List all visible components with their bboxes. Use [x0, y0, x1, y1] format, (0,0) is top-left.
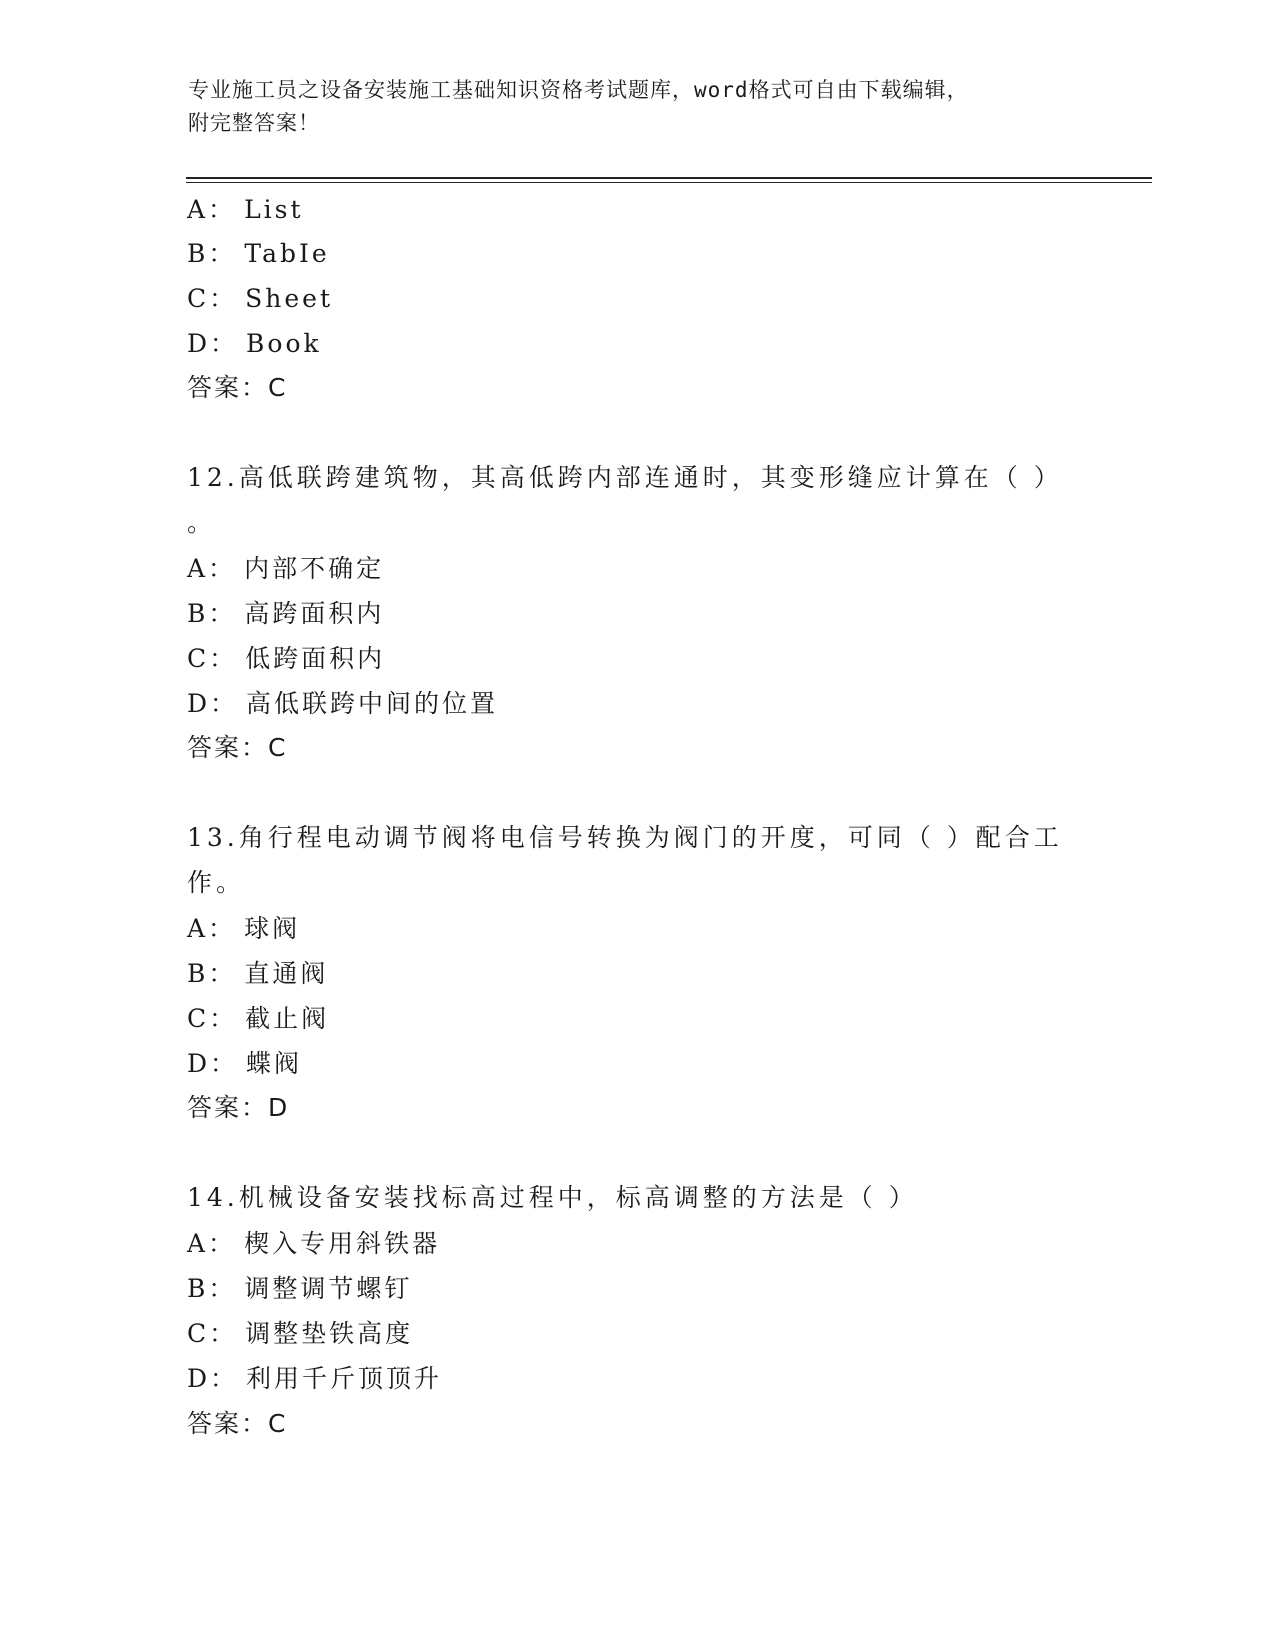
header-line-2: 附完整答案！	[188, 111, 320, 135]
option-text: 调整垫铁高度	[245, 1319, 414, 1348]
option-text: 楔入专用斜铁器	[244, 1229, 441, 1258]
q14-option-a	[187, 1228, 440, 1260]
q13-stem	[187, 815, 1067, 905]
option-letter: C：	[187, 284, 238, 313]
option-text: 高跨面积内	[244, 599, 385, 628]
option-text: List	[244, 195, 304, 224]
document-header	[188, 74, 1088, 140]
q12-stem-line-2: 。	[187, 508, 217, 537]
option-letter: B：	[187, 599, 237, 628]
q12-option-d	[187, 688, 498, 720]
option-letter: A：	[187, 554, 237, 583]
option-text: 调整调节螺钉	[244, 1274, 413, 1303]
q11-option-c	[187, 283, 333, 315]
q13-stem-line-2: 作。	[187, 868, 246, 897]
q13-answer: 答案：D	[187, 1093, 290, 1122]
option-letter: A：	[187, 195, 237, 224]
q12-stem	[187, 455, 1067, 545]
option-letter: D：	[187, 329, 239, 358]
option-letter: C：	[187, 1319, 238, 1348]
q13-option-c	[187, 1003, 329, 1035]
option-letter: C：	[187, 1004, 238, 1033]
option-text: 内部不确定	[244, 554, 385, 583]
option-letter: D：	[187, 689, 239, 718]
q11-answer: 答案：C	[187, 373, 288, 402]
q12-option-b	[187, 598, 384, 630]
option-text: Sheet	[245, 284, 334, 313]
q13-option-d	[187, 1048, 302, 1080]
option-text: 球阀	[244, 914, 301, 943]
q14-option-c	[187, 1318, 413, 1350]
q11-option-a	[187, 194, 304, 226]
q11-option-b	[187, 238, 330, 270]
option-text: Book	[246, 329, 322, 358]
option-letter: D：	[187, 1364, 239, 1393]
q13-stem-line-1: 13.角行程电动调节阀将电信号转换为阀门的开度，可同（ ）配合工	[187, 823, 1063, 852]
header-rule-thick	[186, 177, 1152, 179]
option-letter: B：	[187, 239, 237, 268]
header-line-1: 专业施工员之设备安装施工基础知识资格考试题库，word格式可自由下载编辑，	[188, 78, 969, 102]
option-letter: D：	[187, 1049, 239, 1078]
option-text: TabIe	[244, 239, 330, 268]
q12-answer: 答案：C	[187, 733, 288, 762]
option-letter: A：	[187, 914, 237, 943]
option-letter: A：	[187, 1229, 237, 1258]
q12-option-a	[187, 553, 384, 585]
q14-answer: 答案：C	[187, 1409, 288, 1438]
header-rule-thin	[186, 182, 1152, 183]
q14-stem-line-1: 14.机械设备安装找标高过程中，标高调整的方法是（ ）	[187, 1183, 918, 1212]
q14-option-b	[187, 1273, 412, 1305]
option-text: 高低联跨中间的位置	[246, 689, 499, 718]
q13-option-a	[187, 913, 300, 945]
option-text: 蝶阀	[246, 1049, 303, 1078]
q12-stem-line-1: 12.高低联跨建筑物，其高低跨内部连通时，其变形缝应计算在（ ）	[187, 463, 1063, 492]
option-letter: C：	[187, 644, 238, 673]
q12-option-c	[187, 643, 385, 675]
q14-stem	[187, 1175, 1067, 1220]
q13-option-b	[187, 958, 328, 990]
option-text: 直通阀	[244, 959, 329, 988]
option-text: 低跨面积内	[245, 644, 386, 673]
option-text: 截止阀	[245, 1004, 330, 1033]
option-text: 利用千斤顶顶升	[246, 1364, 443, 1393]
option-letter: B：	[187, 959, 237, 988]
q14-option-d	[187, 1363, 442, 1395]
q11-option-d	[187, 328, 322, 360]
option-letter: B：	[187, 1274, 237, 1303]
